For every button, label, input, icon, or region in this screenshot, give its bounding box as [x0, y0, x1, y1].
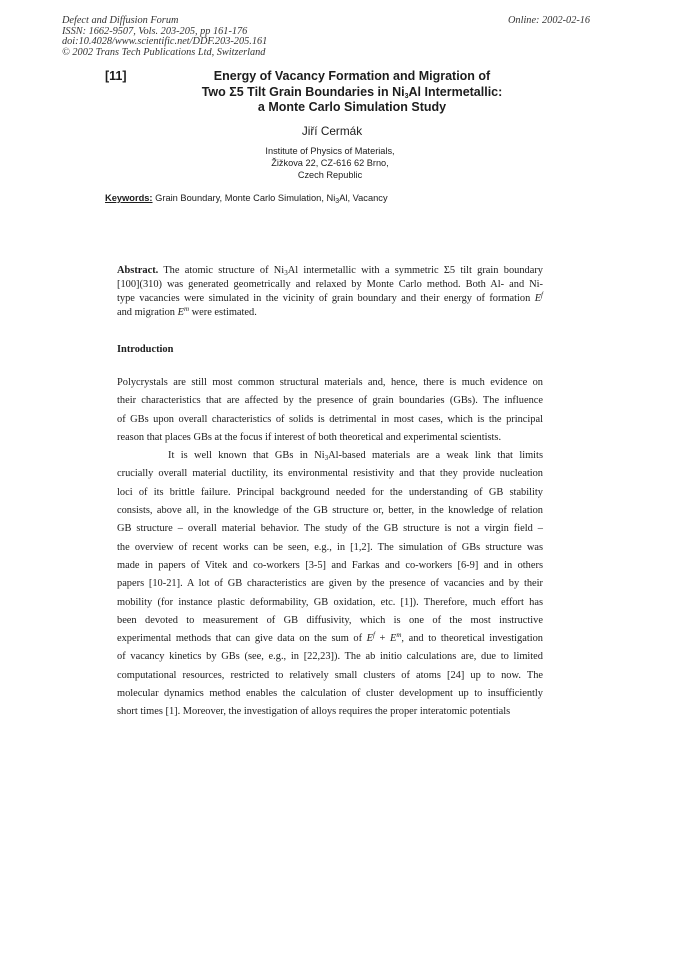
introduction-body	[117, 374, 543, 722]
body-line: computational resources, restricted to relatively small clusters of atoms [24] up to now. The	[117, 669, 543, 681]
abstract-line: and migration $E^m$ were estimated.	[117, 305, 257, 319]
title-line-3: a Monte Carlo Simulation Study	[257, 100, 447, 114]
abstract	[117, 264, 543, 320]
abstract-line: type vacancies were simulated in the vicinity of grain boundary and their energy of formation $E^f$	[117, 291, 543, 305]
body-line: papers [10-21]. A lot of GB characteristics are given by the presence of vacancies and by their	[117, 578, 543, 590]
body-line: their characteristics that are affected by the presence of grain boundaries (GBs). The influence	[117, 395, 543, 407]
body-line: the overview of recent works can be seen, e.g., in [1,2]. The simulation of GBs structure was	[117, 541, 543, 553]
body-line: consists, above all, in the knowledge of the GB structure or, better, in the knowledge of relation	[117, 505, 543, 517]
body-line: reason that places GBs at the focus if interest of both theoretical and experimental scientists.	[117, 431, 502, 443]
body-line: made in papers of Vitek and co-workers [3-5] and Farkas and co-workers [6-9] and in others	[117, 559, 543, 571]
issn-line: ISSN: 1662-9507, Vols. 203-205, pp 161-176	[62, 25, 248, 37]
title-line-2: Two Σ5 Tilt Grain Boundaries in $Ni_3Al$ Intermetallic:	[201, 84, 503, 100]
online-date: Online: 2002-02-16	[508, 15, 591, 26]
abstract-line: Abstract. The atomic structure of $Ni_3Al$ intermetallic with a symmetric Σ5 tilt grain boundary	[117, 265, 543, 277]
keywords: Keywords: Grain Boundary, Monte Carlo Simulation, $Ni_3Al$, Vacancy	[105, 193, 388, 205]
keywords-label: Keywords:	[105, 193, 153, 203]
body-line: of vacancy kinetics by GBs (see, e.g., in [22,23]). The ab initio calculations are, due to limited	[117, 651, 543, 663]
author-name: Jiří Cermák	[301, 124, 363, 138]
body-line: been devoted to measurement of GB diffusivity, which is one of the most instructive	[117, 614, 543, 626]
body-line: short times [1]. Moreover, the investigation of alloys requires the proper interatomic potentials	[117, 706, 511, 718]
affiliation	[200, 145, 460, 181]
abstract-label: Abstract.	[117, 265, 159, 276]
body-line: GB structure – overall material behavior. The study of the GB structure is not a virgin field –	[117, 523, 543, 535]
doi-line: doi:10.4028/www.scientific.net/DDF.203-205.161	[62, 36, 268, 48]
body-line: molecular dynamics method enables the calculation of cluster development up to insufficiently	[117, 688, 543, 700]
body-line: Polycrystals are still most common structural materials and, hence, there is much evidence on	[117, 377, 543, 388]
title-line-1: Energy of Vacancy Formation and Migration of	[213, 69, 491, 83]
reference-number: [11]	[105, 69, 127, 83]
journal-header	[62, 16, 267, 58]
abstract-line: [100](310) was generated geometrically and relaxed by Monte Carlo method. Both Al- and Ni-	[117, 279, 543, 291]
body-line: loci of its brittle failure. Principal background needed for the understanding of GB stability	[117, 486, 543, 498]
section-heading-introduction: Introduction	[117, 344, 174, 355]
body-line: mobility (for instance plastic deformability, GB oxidation, etc. [1]). Therefore, much effort has	[117, 596, 543, 608]
affiliation-line: Czech Republic	[297, 170, 363, 180]
affiliation-line: Institute of Physics of Materials,	[265, 146, 395, 156]
paper-title	[130, 69, 574, 116]
body-line: of GBs upon overall characteristics of solids is detrimental in most cases, which is the principal	[117, 413, 543, 425]
body-line: crucially overall material ductility, its environmental resistivity and that they provide nucleation	[117, 468, 543, 480]
affiliation-line: Žižkova 22, CZ-616 62 Brno,	[271, 158, 389, 168]
body-line: It is well known that GBs in $Ni_3Al$-based materials are a weak link that limits	[168, 450, 543, 463]
copyright-line: © 2002 Trans Tech Publications Ltd, Switzerland	[62, 46, 266, 58]
body-line: experimental methods that can give data on the sum of $E^f + E^m$, and to theoretical investigation	[117, 631, 543, 645]
journal-name: Defect and Diffusion Forum	[62, 15, 179, 26]
